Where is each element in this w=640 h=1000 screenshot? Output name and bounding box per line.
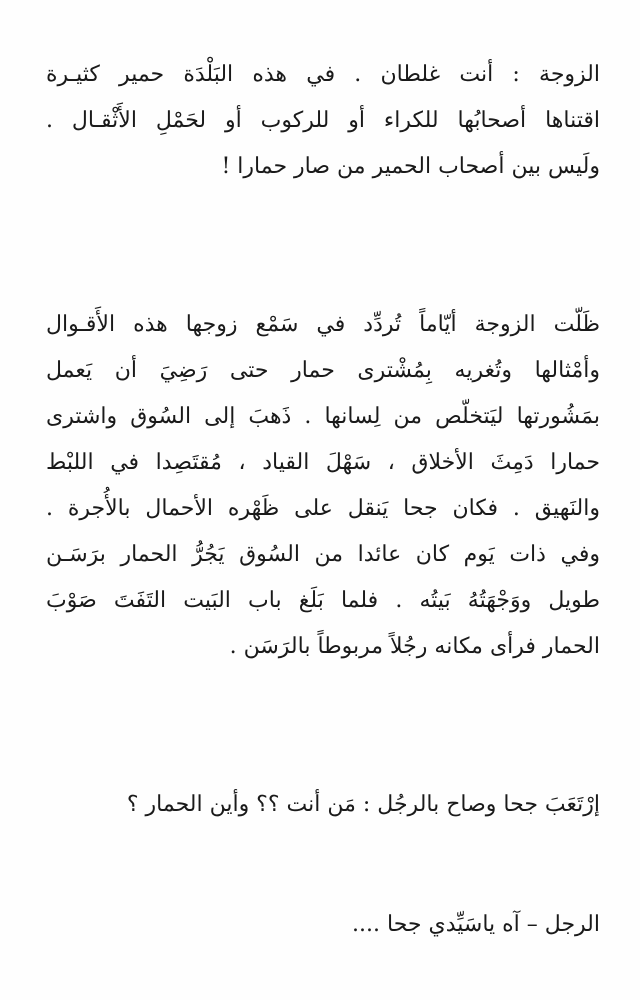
text-line: الرجل – آه ياسَيِّدي جحا ....	[352, 912, 600, 937]
text-line: إرْتَعَبَ جحا وصاح بالرجُل : مَن أنت ؟؟ وأين الحمار ؟	[126, 792, 600, 817]
text-line: والنَهيق . فكان جحا يَنقل على ظَهْره الأحمال بالأُجرة .	[46, 496, 600, 521]
text-line: وأمْثالها وتُغريه بِمُشْترى حمار حتى رَضِيَ أن يَعمل	[46, 358, 600, 383]
text-line: بمَشُورتها ليَتخلّص من لِسانها . ذَهبَ إلى السُوق واشترى	[46, 404, 600, 429]
text-line: طويل ووَجْهَتُهُ بَيتُه . فلما بَلَغ باب البَيت التَفَتَ صَوْبَ	[46, 588, 600, 613]
text-line: الحمار فرأى مكانه رجُلاً مربوطاً بالرَسَن .	[229, 634, 600, 659]
text-line: اقتناها أصحابُها للكراء أو للركوب أو لحَمْلِ الأَثْقـال .	[46, 108, 600, 133]
text-line: ظَلّت الزوجة أيّاماً تُردِّد في سَمْع زوجها هذه الأَقـوال	[46, 312, 600, 337]
text-line: وفي ذات يَوم كان عائدا من السُوق يَجُرُّ الحمار برَسَـن	[46, 542, 600, 567]
text-line: الزوجة : أنت غلطان . في هذه البَلْدَة حمير كثيـرة	[46, 62, 600, 87]
text-line: حمارا دَمِثَ الأخلاق ، سَهْلَ القياد ، مُقتَصِدا في اللبْط	[46, 450, 600, 475]
text-line: ولَيس بين أصحاب الحمير من صار حمارا !	[221, 154, 600, 179]
